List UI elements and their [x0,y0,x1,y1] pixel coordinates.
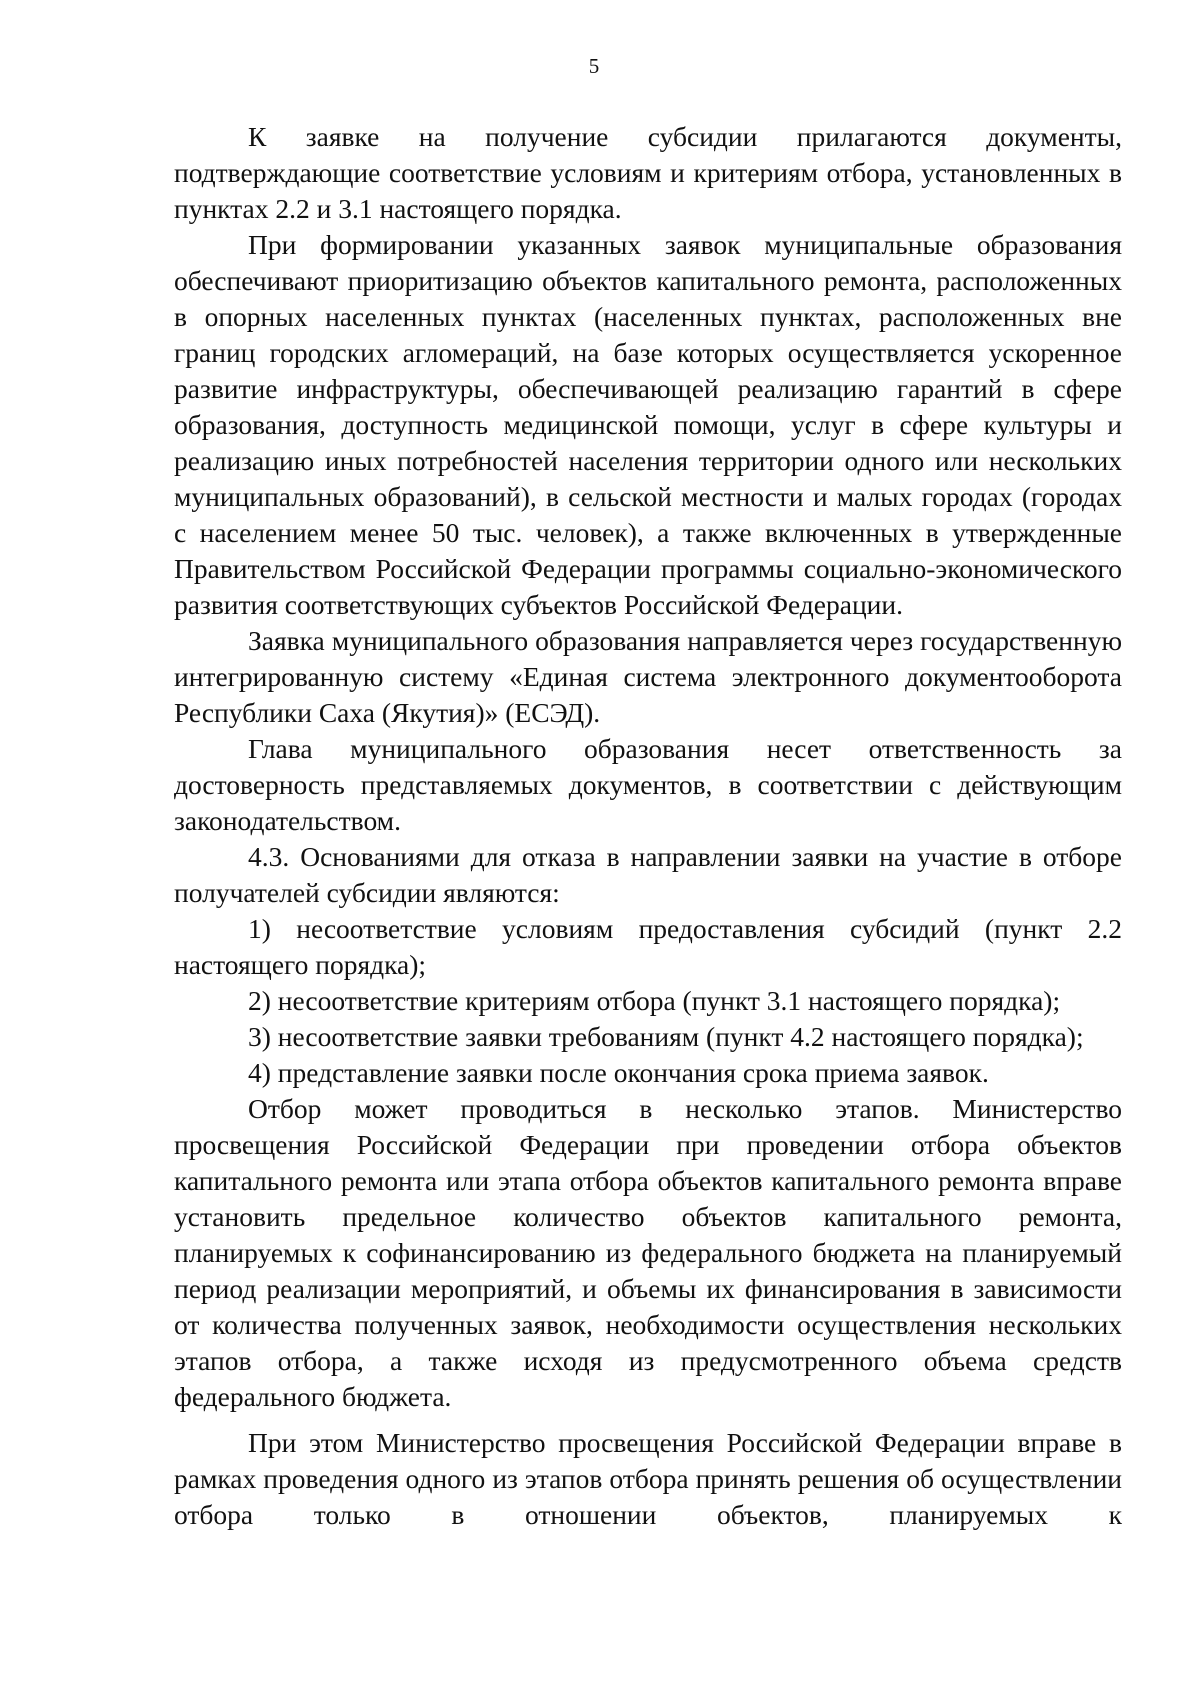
paragraph-refusal-grounds: 4.3. Основаниями для отказа в направлении заявки на участие в отборе получателей субсидии являются: [174,841,1122,908]
list-item-refusal-2: 2) несоответствие критериям отбора (пункт 3.1 настоящего порядка); [248,985,1061,1016]
paragraph-prioritization: При формировании указанных заявок муниципальные образования обеспечивают приоритизацию объектов капитального ремонта, расположенных в опорных населенных пунктах (населенных пунктах, расположенных вне границ городских агломераций, на базе которых осуществляется ускоренное развитие инфраструктуры, обеспечивающей реализацию гарантий в сфере образования, доступность медицинской помощи, услуг в сфере культуры и реализацию иных потребностей населения территории одного или нескольких муниципальных образований), в сельской местности и малых городах (городах с населением менее 50 тыс. человек), а также включенных в утвержденные Правительством Российской Федерации программы социально-экономического развития соответствующих субъектов Российской Федерации. [174,229,1122,620]
page-number: 5 [588,54,600,78]
document-body [174,119,1122,1533]
paragraph-responsibility: Глава муниципального образования несет ответственность за достоверность представляемых документов, в соответствии с действующим законодательством. [174,733,1122,836]
list-item-refusal-4: 4) представление заявки после окончания срока приема заявок. [248,1057,989,1088]
list-item-refusal-1: 1) несоответствие условиям предоставления субсидий (пункт 2.2 настоящего порядка); [174,913,1122,980]
paragraph-submission-system: Заявка муниципального образования направляется через государственную интегрированную систему «Единая система электронного документооборота Республики Саха (Якутия)» (ЕСЭД). [174,625,1122,728]
paragraph-ministry-decision: При этом Министерство просвещения Российской Федерации вправе в рамках проведения одного из этапов отбора принять решения об осуществлении отбора только в отношении объектов, планируемых к [174,1427,1122,1530]
paragraph-selection-stages: Отбор может проводиться в несколько этапов. Министерство просвещения Российской Федерации при проведении отбора объектов капитального ремонта или этапа отбора объектов капитального ремонта вправе установить предельное количество объектов капитального ремонта, планируемых к софинансированию из федерального бюджета на планируемый период реализации мероприятий, и объемы их финансирования в зависимости от количества полученных заявок, необходимости осуществления нескольких этапов отбора, а также исходя из предусмотренного объема средств федерального бюджета. [174,1093,1122,1412]
paragraph-attachments: К заявке на получение субсидии прилагаются документы, подтверждающие соответствие условиям и критериям отбора, установленных в пунктах 2.2 и 3.1 настоящего порядка. [174,121,1122,224]
list-item-refusal-3: 3) несоответствие заявки требованиям (пункт 4.2 настоящего порядка); [248,1021,1084,1052]
